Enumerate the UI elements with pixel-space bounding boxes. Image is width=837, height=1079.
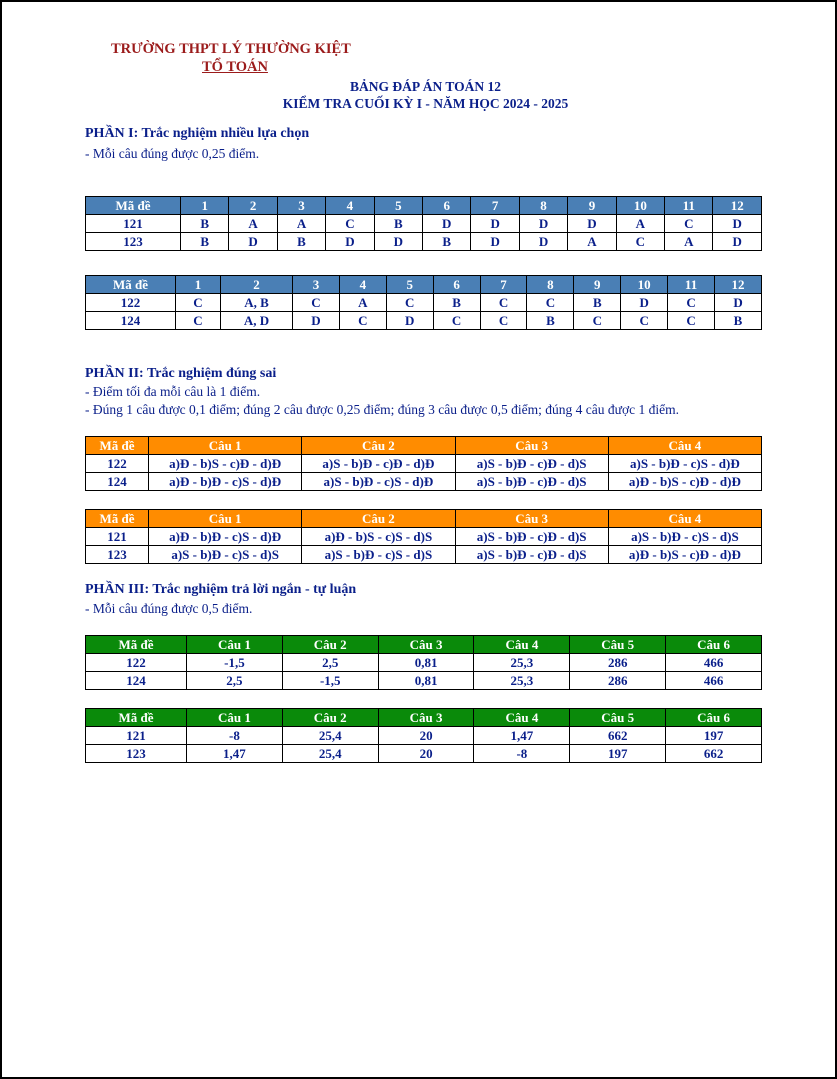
part1-table-header-cell: 12 — [715, 276, 762, 294]
part2-table-header-cell: Câu 3 — [455, 510, 608, 528]
part1-table-1 — [85, 196, 762, 251]
part2-table-exam-code-cell: 121 — [86, 528, 149, 546]
part1-table-answer-cell: D — [471, 233, 519, 251]
part2-table-exam-code-cell: 122 — [86, 455, 149, 473]
part1-table-answer-cell: C — [668, 312, 715, 330]
part1-table-row — [86, 312, 762, 330]
part1-table-exam-code-cell: 124 — [86, 312, 176, 330]
part3-table-answer-cell: 466 — [666, 654, 762, 672]
part1-table-answer-cell: B — [715, 312, 762, 330]
part1-table-answer-cell: C — [574, 312, 621, 330]
part3-table-answer-cell: 662 — [570, 727, 666, 745]
part1-table-answer-cell: B — [374, 215, 422, 233]
part2-table-exam-code-cell: 124 — [86, 473, 149, 491]
part1-table-answer-cell: B — [277, 233, 325, 251]
part1-table-header-cell: 9 — [568, 197, 616, 215]
part1-table-header-cell: 6 — [423, 197, 471, 215]
part1-table-answer-cell: D — [471, 215, 519, 233]
part2-table-answer-cell: a)Đ - b)S - c)Đ - d)Đ — [608, 546, 761, 564]
document-subtitle: KIỂM TRA CUỐI KỲ I - NĂM HỌC 2024 - 2025 — [282, 96, 569, 111]
part1-note: - Mỗi câu đúng được 0,25 điểm. — [85, 146, 260, 161]
part2-table-header-cell: Câu 4 — [608, 437, 761, 455]
part3-table-header-cell: Câu 5 — [570, 636, 666, 654]
part2-table-header-row — [86, 510, 762, 528]
part3-table-header-cell: Mã đề — [86, 636, 187, 654]
part2-table-answer-cell: a)Đ - b)Đ - c)S - d)Đ — [149, 473, 302, 491]
part1-table-answer-cell: A — [616, 215, 664, 233]
part1-table-header-cell: 6 — [433, 276, 480, 294]
part1-table-header-cell: Mã đề — [86, 197, 181, 215]
part1-table-answer-cell: C — [527, 294, 574, 312]
part1-table-answer-cell: B — [433, 294, 480, 312]
part3-table-header-cell: Câu 6 — [666, 636, 762, 654]
part1-table-answer-cell: C — [668, 294, 715, 312]
part3-table-answer-cell: 662 — [666, 745, 762, 763]
part3-table-header-row — [86, 709, 762, 727]
part2-table-header-cell: Câu 2 — [302, 437, 455, 455]
part3-table-answer-cell: 0,81 — [378, 654, 474, 672]
part1-table-header-row — [86, 197, 762, 215]
part1-table-answer-cell: A — [339, 294, 386, 312]
part1-table-answer-cell: D — [713, 233, 762, 251]
part1-table-header-cell: 4 — [339, 276, 386, 294]
part3-table-answer-cell: 25,3 — [474, 654, 570, 672]
part3-table-answer-cell: 1,47 — [187, 745, 283, 763]
part1-table-answer-cell: C — [665, 215, 713, 233]
part2-table-header-row — [86, 437, 762, 455]
part3-table-row — [86, 745, 762, 763]
part2-table-answer-cell: a)S - b)Đ - c)Đ - d)S — [455, 546, 608, 564]
part1-table-answer-cell: D — [326, 233, 374, 251]
part1-table-answer-cell: B — [181, 215, 229, 233]
part1-table-row — [86, 215, 762, 233]
part1-table-header-cell: 10 — [616, 197, 664, 215]
part2-table-answer-cell: a)S - b)Đ - c)S - d)S — [149, 546, 302, 564]
part3-note: - Mỗi câu đúng được 0,5 điểm. — [85, 601, 253, 616]
part1-table-answer-cell: B — [423, 233, 471, 251]
part2-table-header-cell: Câu 3 — [455, 437, 608, 455]
part1-table-answer-cell: A, D — [221, 312, 293, 330]
part1-table-answer-cell: D — [519, 233, 567, 251]
part2-note-1: - Điểm tối đa mỗi câu là 1 điểm. — [85, 384, 261, 399]
part3-table-answer-cell: 1,47 — [474, 727, 570, 745]
part1-table-answer-cell: D — [229, 233, 277, 251]
part1-table-answer-cell: A, B — [221, 294, 293, 312]
part2-table-exam-code-cell: 123 — [86, 546, 149, 564]
part3-table-answer-cell: 466 — [666, 672, 762, 690]
part3-table-answer-cell: 2,5 — [282, 654, 378, 672]
part3-table-answer-cell: 197 — [666, 727, 762, 745]
part3-table-answer-cell: -8 — [187, 727, 283, 745]
part1-table-answer-cell: D — [519, 215, 567, 233]
part1-table-answer-cell: C — [386, 294, 433, 312]
part2-table-header-cell: Câu 2 — [302, 510, 455, 528]
part3-table-2 — [85, 708, 762, 763]
part3-table-answer-cell: 20 — [378, 727, 474, 745]
part1-table-header-cell: 7 — [480, 276, 527, 294]
part2-table-answer-cell: a)S - b)Đ - c)Đ - d)S — [455, 455, 608, 473]
part2-table-answer-cell: a)S - b)Đ - c)S - d)Đ — [302, 473, 455, 491]
part1-table-row — [86, 233, 762, 251]
part3-table-answer-cell: 25,4 — [282, 745, 378, 763]
part2-table-answer-cell: a)S - b)Đ - c)Đ - d)S — [455, 473, 608, 491]
part3-table-header-cell: Câu 2 — [282, 709, 378, 727]
part2-table-header-cell: Mã đề — [86, 437, 149, 455]
part1-table-answer-cell: D — [568, 215, 616, 233]
part3-table-header-cell: Câu 3 — [378, 636, 474, 654]
school-name: TRƯỜNG THPT LÝ THƯỜNG KIỆT — [111, 41, 351, 57]
part1-table-answer-cell: B — [574, 294, 621, 312]
part3-table-header-cell: Câu 3 — [378, 709, 474, 727]
part2-table-answer-cell: a)S - b)Đ - c)Đ - d)Đ — [302, 455, 455, 473]
part1-table-header-cell: 3 — [293, 276, 340, 294]
part3-heading: PHẦN III: Trắc nghiệm trả lời ngắn - tự luận — [85, 582, 357, 597]
part3-table-answer-cell: 25,3 — [474, 672, 570, 690]
part3-table-answer-cell: 20 — [378, 745, 474, 763]
part1-table-answer-cell: A — [665, 233, 713, 251]
part1-table-header-cell: 1 — [181, 197, 229, 215]
part1-table-header-cell: Mã đề — [86, 276, 176, 294]
part1-table-header-cell: 8 — [527, 276, 574, 294]
part1-table-answer-cell: D — [386, 312, 433, 330]
part1-table-answer-cell: C — [480, 294, 527, 312]
part3-table-row — [86, 672, 762, 690]
part1-heading: PHẦN I: Trắc nghiệm nhiều lựa chọn — [85, 126, 310, 141]
part1-table-header-cell: 4 — [326, 197, 374, 215]
part2-table-answer-cell: a)Đ - b)S - c)S - d)S — [302, 528, 455, 546]
part3-table-header-cell: Câu 6 — [666, 709, 762, 727]
part2-heading: PHẦN II: Trắc nghiệm đúng sai — [85, 366, 277, 381]
part2-table-row — [86, 546, 762, 564]
part3-table-answer-cell: -1,5 — [187, 654, 283, 672]
part2-table-1 — [85, 436, 762, 491]
part3-table-exam-code-cell: 122 — [86, 654, 187, 672]
part3-table-exam-code-cell: 121 — [86, 727, 187, 745]
part1-table-answer-cell: A — [568, 233, 616, 251]
part1-table-header-cell: 3 — [277, 197, 325, 215]
part1-table-header-cell: 11 — [665, 197, 713, 215]
part3-table-header-row — [86, 636, 762, 654]
document-title: BẢNG ĐÁP ÁN TOÁN 12 — [349, 79, 502, 94]
part1-table-header-cell: 5 — [386, 276, 433, 294]
part2-table-answer-cell: a)S - b)Đ - c)S - d)S — [608, 528, 761, 546]
part3-table-answer-cell: -8 — [474, 745, 570, 763]
part2-table-answer-cell: a)Đ - b)S - c)Đ - d)Đ — [149, 455, 302, 473]
part3-table-exam-code-cell: 124 — [86, 672, 187, 690]
part1-table-answer-cell: B — [527, 312, 574, 330]
part3-table-header-cell: Câu 5 — [570, 709, 666, 727]
part3-table-row — [86, 654, 762, 672]
part3-table-header-cell: Câu 4 — [474, 636, 570, 654]
part1-table-answer-cell: B — [181, 233, 229, 251]
part3-table-answer-cell: 25,4 — [282, 727, 378, 745]
part1-table-answer-cell: C — [621, 312, 668, 330]
part3-table-answer-cell: 286 — [570, 672, 666, 690]
part1-table-answer-cell: D — [293, 312, 340, 330]
part1-table-answer-cell: C — [480, 312, 527, 330]
part2-table-answer-cell: a)S - b)Đ - c)S - d)S — [302, 546, 455, 564]
part1-table-header-cell: 5 — [374, 197, 422, 215]
part3-table-row — [86, 727, 762, 745]
part1-table-answer-cell: A — [277, 215, 325, 233]
part3-table-answer-cell: 0,81 — [378, 672, 474, 690]
part1-table-exam-code-cell: 122 — [86, 294, 176, 312]
part1-table-answer-cell: D — [713, 215, 762, 233]
part3-table-answer-cell: -1,5 — [282, 672, 378, 690]
part2-table-2 — [85, 509, 762, 564]
part1-table-header-cell: 1 — [176, 276, 221, 294]
part2-table-answer-cell: a)S - b)Đ - c)S - d)Đ — [608, 455, 761, 473]
part1-table-answer-cell: C — [616, 233, 664, 251]
part1-table-header-cell: 12 — [713, 197, 762, 215]
part1-table-answer-cell: A — [229, 215, 277, 233]
part3-table-answer-cell: 286 — [570, 654, 666, 672]
part3-table-exam-code-cell: 123 — [86, 745, 187, 763]
part3-table-header-cell: Câu 4 — [474, 709, 570, 727]
part1-table-answer-cell: C — [176, 312, 221, 330]
part1-table-exam-code-cell: 121 — [86, 215, 181, 233]
part1-table-answer-cell: D — [715, 294, 762, 312]
part3-table-header-cell: Mã đề — [86, 709, 187, 727]
part1-table-answer-cell: D — [374, 233, 422, 251]
part1-table-answer-cell: C — [293, 294, 340, 312]
part1-table-header-cell: 9 — [574, 276, 621, 294]
part2-table-row — [86, 528, 762, 546]
part1-table-row — [86, 294, 762, 312]
part2-table-answer-cell: a)Đ - b)S - c)Đ - d)Đ — [608, 473, 761, 491]
part1-table-header-row — [86, 276, 762, 294]
part1-table-header-cell: 8 — [519, 197, 567, 215]
part1-table-2 — [85, 275, 762, 330]
part2-table-answer-cell: a)S - b)Đ - c)Đ - d)S — [455, 528, 608, 546]
part3-table-1 — [85, 635, 762, 690]
part3-table-answer-cell: 197 — [570, 745, 666, 763]
part3-table-header-cell: Câu 1 — [187, 709, 283, 727]
part1-table-answer-cell: C — [326, 215, 374, 233]
part1-table-header-cell: 7 — [471, 197, 519, 215]
part2-table-answer-cell: a)Đ - b)Đ - c)S - d)Đ — [149, 528, 302, 546]
part1-table-header-cell: 2 — [229, 197, 277, 215]
part2-table-header-cell: Câu 1 — [149, 437, 302, 455]
part1-table-answer-cell: C — [339, 312, 386, 330]
part1-table-header-cell: 11 — [668, 276, 715, 294]
part3-table-header-cell: Câu 1 — [187, 636, 283, 654]
part1-table-header-cell: 10 — [621, 276, 668, 294]
part1-table-answer-cell: D — [621, 294, 668, 312]
part1-table-answer-cell: C — [433, 312, 480, 330]
part2-table-header-cell: Mã đề — [86, 510, 149, 528]
department-name: TỔ TOÁN — [202, 59, 268, 75]
part2-table-header-cell: Câu 1 — [149, 510, 302, 528]
part2-table-header-cell: Câu 4 — [608, 510, 761, 528]
part1-table-answer-cell: C — [176, 294, 221, 312]
part3-table-answer-cell: 2,5 — [187, 672, 283, 690]
part3-table-header-cell: Câu 2 — [282, 636, 378, 654]
part2-note-2: - Đúng 1 câu được 0,1 điểm; đúng 2 câu được 0,25 điểm; đúng 3 câu được 0,5 điểm; đúng 4 câu được 1 điểm. — [85, 402, 679, 417]
part2-table-row — [86, 473, 762, 491]
part1-table-exam-code-cell: 123 — [86, 233, 181, 251]
part1-table-header-cell: 2 — [221, 276, 293, 294]
part2-table-row — [86, 455, 762, 473]
part1-table-answer-cell: D — [423, 215, 471, 233]
